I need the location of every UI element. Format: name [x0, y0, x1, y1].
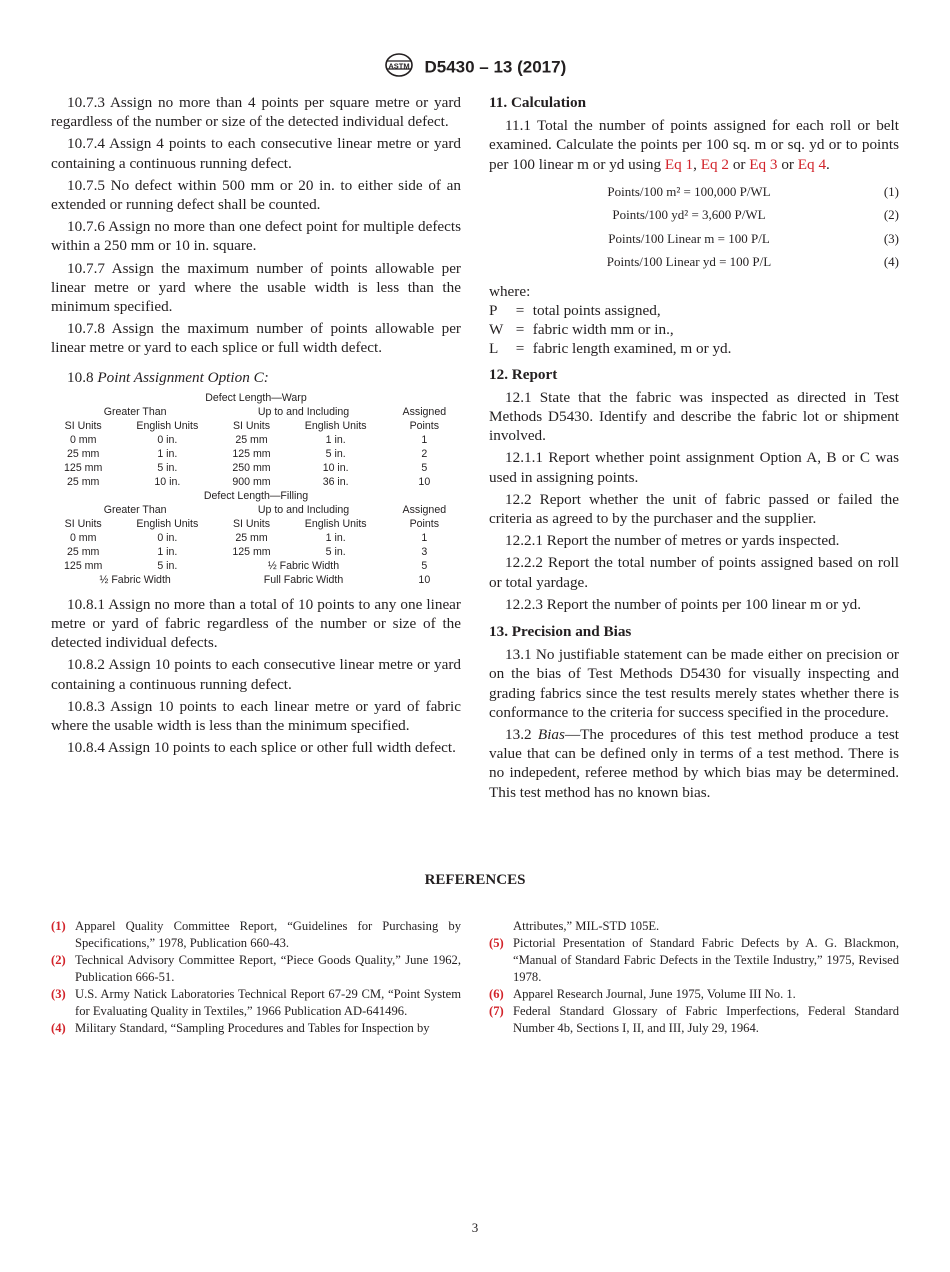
- reference-item: (1) Apparel Quality Committee Report, “Guidelines for Purchasing by Specifications,” 1978, Publication 660-43.: [51, 919, 461, 950]
- table-cell: 10 in.: [154, 475, 181, 488]
- table-cell: 1 in.: [157, 545, 178, 558]
- table-row: [51, 531, 461, 545]
- table-cell: 0 mm: [69, 531, 97, 544]
- astm-logo-icon: [384, 52, 414, 83]
- references-heading: REFERENCES: [424, 872, 526, 888]
- paragraph: 10.8.2 Assign 10 points to each consecutive linear metre or yard containing a continuous running defect.: [51, 656, 461, 693]
- table-row: [51, 559, 461, 573]
- page-number: 3: [471, 1220, 479, 1235]
- document-title: D5430 – 13 (2017): [424, 57, 567, 77]
- eq-link-4[interactable]: Eq 4: [797, 155, 827, 173]
- references-left: [51, 918, 461, 1037]
- paragraph: 10.7.3 Assign no more than 4 points per square metre or yard regardless of the number or size of the detected individual defect.: [51, 94, 461, 131]
- paragraph: 12.2 Report whether the unit of fabric passed or failed the criteria as agreed to by the purchaser and the supplier.: [489, 490, 899, 528]
- where-label: where:: [489, 282, 531, 300]
- paragraph: 13.2 Bias—The procedures of this test method produce a test value that can be defined only in terms of a test method. There is no indepedent, referee method by which bias may be determined. This test method has no known bias.: [489, 726, 899, 801]
- table-cell: 0 in.: [157, 433, 178, 446]
- eq-link-3[interactable]: Eq 3: [749, 155, 778, 173]
- reference-item: (5) Pictorial Presentation of Standard Fabric Defects by A. G. Blackmon, “Manual of Standard Fabric Defects in the Textile Industry,” 1975, Revised 1978.: [489, 936, 899, 984]
- option-c-heading: 10.8 Point Assignment Option C:: [67, 368, 269, 386]
- definition: W = fabric width mm or in.,: [489, 321, 674, 339]
- paragraph: 10.8.4 Assign 10 points to each splice or other full width defect.: [67, 739, 456, 757]
- eq-link-2[interactable]: Eq 2: [700, 155, 730, 173]
- table-cell: 10: [418, 475, 431, 488]
- column-header: Assigned: [402, 405, 447, 418]
- table-cell: 5 in.: [157, 559, 178, 572]
- paragraph: 10.7.4 Assign 4 points to each consecutive linear metre or yard containing a continuous running defect.: [51, 135, 461, 172]
- table-cell: 25 mm: [66, 447, 100, 460]
- column-header: Points: [409, 419, 440, 432]
- paragraph: 10.7.8 Assign the maximum number of points allowable per linear metre or yard to each splice or full width defect.: [51, 320, 461, 357]
- table-cell: 25 mm: [235, 433, 268, 446]
- table-cell: 125 mm: [64, 461, 103, 474]
- column-header: Up to and Including: [257, 503, 350, 516]
- column-header: SI Units: [232, 419, 271, 432]
- column-header: SI Units: [64, 517, 102, 530]
- table-row: [51, 573, 461, 587]
- equation: Points/100 Linear yd = 100 P/L (4): [606, 254, 899, 270]
- table-cell: 1 in.: [157, 447, 178, 460]
- table-cell: 5: [421, 559, 428, 572]
- definition: L = fabric length examined, m or yd.: [489, 340, 732, 358]
- section-heading-calculation: 11. Calculation: [489, 94, 587, 111]
- left-column: [51, 93, 461, 760]
- table-caption: Defect Length—Filling: [203, 489, 309, 502]
- table-cell: 0 in.: [157, 531, 178, 544]
- table-row: [51, 433, 461, 447]
- table-cell: 3: [421, 545, 428, 558]
- table-row: [51, 447, 461, 461]
- equation: Points/100 Linear m = 100 P/L (3): [608, 230, 899, 246]
- column-header: English Units: [304, 517, 367, 530]
- paragraph: 10.7.7 Assign the maximum number of points allowable per linear metre or yard where the usable width is less than the minimum specified.: [51, 259, 461, 316]
- table-cell: 5: [421, 461, 428, 474]
- point-assignment-table: [51, 391, 461, 587]
- paragraph: 12.2.1 Report the number of metres or yards inspected.: [505, 532, 840, 550]
- table-cell: 25 mm: [66, 475, 100, 488]
- column-header: SI Units: [64, 419, 102, 432]
- paragraph: 10.8.3 Assign 10 points to each linear metre or yard of fabric where the usable width is less than the minimum specified.: [51, 697, 461, 735]
- page-header: [0, 52, 950, 83]
- column-header: SI Units: [232, 517, 271, 530]
- references-right: [489, 918, 899, 1037]
- svg-text:ASTM: ASTM: [388, 61, 410, 71]
- paragraph: 10.7.5 No defect within 500 mm or 20 in. to either side of an extended or running defect shall be counted.: [51, 176, 461, 214]
- definition: P = total points assigned,: [489, 302, 661, 320]
- column-header: Greater Than: [103, 405, 167, 418]
- reference-continuation: Attributes,” MIL-STD 105E.: [513, 919, 660, 933]
- table-cell: 25 mm: [235, 531, 268, 544]
- section-heading-report: 12. Report: [489, 365, 558, 383]
- column-header: Up to and Including: [257, 405, 350, 418]
- column-header: Points: [409, 517, 440, 530]
- column-header: English Units: [136, 419, 199, 432]
- eq-link-1[interactable]: Eq 1: [664, 155, 694, 173]
- equations: [489, 182, 899, 276]
- table-cell: 5 in.: [325, 545, 346, 558]
- table-cell: 1: [421, 531, 428, 544]
- table-cell: 125 mm: [232, 447, 271, 460]
- column-header: English Units: [304, 419, 367, 432]
- table-cell: 1: [421, 433, 428, 446]
- paragraph: 12.1.1 Report whether point assignment Option A, B or C was used in assigning points.: [489, 449, 899, 486]
- table-cell: Full Fabric Width: [263, 573, 344, 586]
- paragraph: 12.2.3 Report the number of points per 100 linear m or yd.: [505, 595, 861, 613]
- table-cell: ½ Fabric Width: [99, 573, 171, 586]
- paragraph: 12.2.2 Report the total number of points assigned based on roll or total yardage.: [489, 554, 899, 591]
- column-header: English Units: [136, 517, 199, 530]
- paragraph: 13.1 No justifiable statement can be made either on precision or on the bias of Test Methods D5430 for visually inspecting and grading fabrics since the test results merely states whether there is conformance to the criteria for success specified in the procedure.: [489, 646, 899, 721]
- column-header: Assigned: [402, 503, 447, 516]
- table-cell: 5 in.: [157, 461, 178, 474]
- table-cell: 250 mm: [232, 461, 271, 474]
- reference-item: (7) Federal Standard Glossary of Fabric Imperfections, Federal Standard Number 4b, Sections I, II, and III, July 29, 1964.: [489, 1004, 899, 1035]
- reference-item: (4) Military Standard, “Sampling Procedures and Tables for Inspection by: [51, 1021, 430, 1035]
- definitions: [489, 301, 899, 359]
- section-heading-precision-bias: 13. Precision and Bias: [489, 623, 632, 641]
- table-cell: 1 in.: [325, 433, 346, 446]
- equation: Points/100 yd² = 3,600 P/WL (2): [612, 207, 899, 223]
- table-cell: 2: [421, 447, 428, 460]
- table-cell: 5 in.: [325, 447, 346, 460]
- table-cell: 1 in.: [325, 531, 346, 544]
- reference-item: (2) Technical Advisory Committee Report, “Piece Goods Quality,” June 1962, Publication 666-51.: [51, 953, 461, 984]
- table-caption: Defect Length—Warp: [205, 391, 307, 404]
- paragraph: 11.1 Total the number of points assigned for each roll or belt examined. Calculate the points per 100 sq. m or sq. yd or to points per 100 linear m or yd using Eq 1, Eq 2 or Eq 3 or Eq 4.: [489, 117, 899, 173]
- table-cell: 10 in.: [322, 461, 349, 474]
- table-row: [51, 461, 461, 475]
- table-cell: 0 mm: [69, 433, 97, 446]
- table-cell: 25 mm: [66, 545, 100, 558]
- column-header: Greater Than: [103, 503, 167, 516]
- table-row: [51, 545, 461, 559]
- table-cell: 125 mm: [64, 559, 103, 572]
- equation: Points/100 m² = 100,000 P/WL (1): [607, 183, 899, 199]
- table-cell: 36 in.: [322, 475, 349, 488]
- table-cell: 900 mm: [232, 475, 271, 488]
- right-column: [489, 93, 899, 805]
- paragraph: 12.1 State that the fabric was inspected as directed in Test Methods D5430. Identify and describe the fabric lot or shipment involved.: [489, 388, 899, 445]
- reference-item: (3) U.S. Army Natick Laboratories Technical Report 67-29 CM, “Point System for Evaluating Quality in Textiles,” 1966 Publication AD-641496.: [51, 987, 461, 1018]
- paragraph: 10.7.6 Assign no more than one defect point for multiple defects within a 250 mm or 10 in. square.: [51, 218, 461, 255]
- table-cell: 125 mm: [232, 545, 271, 558]
- table-cell: ½ Fabric Width: [267, 559, 340, 572]
- table-row: [51, 475, 461, 489]
- reference-item: (6) Apparel Research Journal, June 1975, Volume III No. 1.: [489, 987, 796, 1001]
- paragraph: 10.8.1 Assign no more than a total of 10 points to any one linear metre or yard of fabric regardless of the number or size of the detected individual defects.: [51, 595, 461, 652]
- table-cell: 10: [418, 573, 431, 586]
